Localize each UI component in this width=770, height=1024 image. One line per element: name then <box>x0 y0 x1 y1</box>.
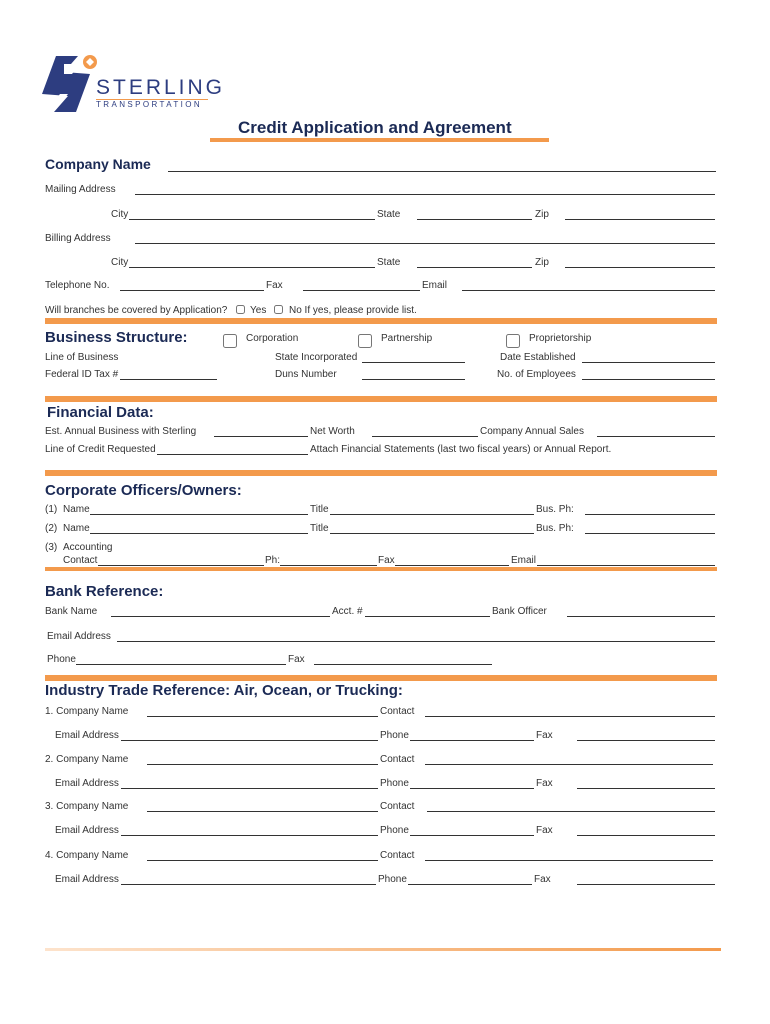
accounting-fax-field[interactable] <box>395 553 509 566</box>
branches-question: Will branches be covered by Application? <box>45 305 228 316</box>
officer-title-field-1[interactable] <box>330 502 534 515</box>
trade-email-label-2: Email Address <box>55 778 119 789</box>
trade-email-field-3[interactable] <box>121 823 378 836</box>
logo <box>34 52 226 116</box>
telephone-field[interactable] <box>120 278 264 291</box>
partnership-checkbox[interactable] <box>358 334 372 348</box>
zip-field-2[interactable] <box>565 255 715 268</box>
officer-busph-field-2[interactable] <box>585 521 715 534</box>
accounting-contact-label: Contact <box>63 555 98 566</box>
employees-label: No. of Employees <box>497 369 576 380</box>
officer-title-label-2: Title <box>310 523 329 534</box>
sterling-s-logo-icon <box>34 52 98 116</box>
bank-name-label: Bank Name <box>45 606 98 617</box>
trade-contact-field-2[interactable] <box>425 752 713 765</box>
state-field-1[interactable] <box>417 207 532 220</box>
trade-phone-label-2: Phone <box>380 778 409 789</box>
state-label-1: State <box>377 209 401 220</box>
accounting-fax-label: Fax <box>378 555 395 566</box>
trade-email-field-1[interactable] <box>121 728 378 741</box>
corporation-checkbox[interactable] <box>223 334 237 348</box>
officer-name-field-1[interactable] <box>90 502 308 515</box>
email-label-1: Email <box>422 280 448 291</box>
branches-no-label: No If yes, please provide list. <box>289 305 417 316</box>
date-established-label: Date Established <box>500 352 576 363</box>
logo-sub: TRANSPORTATION <box>96 100 203 109</box>
logo-name: STERLING <box>96 76 226 99</box>
date-established-field[interactable] <box>582 350 715 363</box>
state-label-2: State <box>377 257 401 268</box>
partnership-label: Partnership <box>381 333 433 344</box>
trade-contact-label-2: Contact <box>380 754 415 765</box>
state-incorporated-label: State Incorporated <box>275 352 358 363</box>
company-name-field[interactable] <box>168 158 716 172</box>
trade-contact-field-4[interactable] <box>425 848 713 861</box>
accounting-email-label: Email <box>511 555 537 566</box>
trade-email-label-1: Email Address <box>55 730 119 741</box>
city-field-2[interactable] <box>129 255 375 268</box>
accounting-ph-field[interactable] <box>280 553 377 566</box>
bank-fax-field[interactable] <box>314 652 492 665</box>
section-divider <box>45 396 717 402</box>
trade-company-label-2: 2. Company Name <box>45 754 129 765</box>
trade-phone-field-4[interactable] <box>408 872 532 885</box>
line-of-business-label: Line of Business <box>45 352 119 363</box>
trade-fax-field-3[interactable] <box>577 823 715 836</box>
section-divider <box>45 318 717 324</box>
bank-email-field[interactable] <box>117 629 715 642</box>
trade-fax-label-1: Fax <box>536 730 553 741</box>
footer-rule <box>45 948 721 951</box>
proprietorship-label: Proprietorship <box>529 333 592 344</box>
trade-fax-label-4: Fax <box>534 874 551 885</box>
officer-name-label-1: Name <box>63 504 90 515</box>
state-incorporated-field[interactable] <box>362 350 465 363</box>
city-label-1: City <box>111 209 129 220</box>
annual-business-label: Est. Annual Business with Sterling <box>45 426 197 437</box>
corporation-label: Corporation <box>246 333 299 344</box>
email-field-1[interactable] <box>462 278 715 291</box>
branches-yes-checkbox[interactable] <box>236 305 245 314</box>
bank-officer-label: Bank Officer <box>492 606 547 617</box>
fax-label-1: Fax <box>266 280 283 291</box>
officer-busph-label-1: Bus. Ph: <box>536 504 574 515</box>
section-divider <box>45 675 717 681</box>
financial-data-heading: Financial Data: <box>47 404 154 421</box>
trade-contact-label-1: Contact <box>380 706 415 717</box>
attach-statement: Attach Financial Statements (last two fiscal years) or Annual Report. <box>310 444 612 455</box>
company-sales-field[interactable] <box>597 424 715 437</box>
trade-fax-label-2: Fax <box>536 778 553 789</box>
accounting-label: Accounting <box>63 542 113 553</box>
trade-phone-field-3[interactable] <box>410 823 534 836</box>
trade-company-label-1: 1. Company Name <box>45 706 129 717</box>
accounting-ph-label: Ph: <box>265 555 281 566</box>
bank-phone-field[interactable] <box>76 652 286 665</box>
city-label-2: City <box>111 257 129 268</box>
section-divider <box>45 470 717 476</box>
billing-address-label: Billing Address <box>45 233 111 244</box>
trade-company-field-4[interactable] <box>147 848 378 861</box>
accounting-email-field[interactable] <box>537 553 715 566</box>
bank-officer-field[interactable] <box>567 604 715 617</box>
officer-number-3: (3) <box>45 542 58 553</box>
trade-phone-field-1[interactable] <box>410 728 534 741</box>
federal-id-label: Federal ID Tax # <box>45 369 119 380</box>
acct-field[interactable] <box>365 604 490 617</box>
officer-busph-label-2: Bus. Ph: <box>536 523 574 534</box>
bank-name-field[interactable] <box>111 604 330 617</box>
trade-reference-heading: Industry Trade Reference: Air, Ocean, or Trucking: <box>45 682 403 699</box>
zip-label-2: Zip <box>535 257 549 268</box>
trade-contact-label-4: Contact <box>380 850 415 861</box>
trade-phone-label-4: Phone <box>378 874 407 885</box>
fax-field-1[interactable] <box>303 278 420 291</box>
acct-label: Acct. # <box>332 606 363 617</box>
zip-field-1[interactable] <box>565 207 715 220</box>
officer-number-2: (2) <box>45 523 58 534</box>
trade-contact-label-3: Contact <box>380 801 415 812</box>
company-sales-label: Company Annual Sales <box>480 426 584 437</box>
trade-email-label-4: Email Address <box>55 874 119 885</box>
city-field-1[interactable] <box>129 207 375 220</box>
net-worth-label: Net Worth <box>310 426 355 437</box>
trade-fax-field-4[interactable] <box>577 872 715 885</box>
employees-field[interactable] <box>582 367 715 380</box>
officer-title-field-2[interactable] <box>330 521 534 534</box>
trade-phone-field-2[interactable] <box>410 776 534 789</box>
bank-reference-heading: Bank Reference: <box>45 583 164 600</box>
trade-contact-field-1[interactable] <box>425 704 715 717</box>
net-worth-field[interactable] <box>372 424 478 437</box>
bank-fax-label: Fax <box>288 654 305 665</box>
trade-fax-label-3: Fax <box>536 825 553 836</box>
zip-label-1: Zip <box>535 209 549 220</box>
officer-title-label-1: Title <box>310 504 329 515</box>
credit-requested-field[interactable] <box>157 442 308 455</box>
duns-label: Duns Number <box>275 369 337 380</box>
business-structure-heading: Business Structure: <box>45 329 188 346</box>
trade-company-label-4: 4. Company Name <box>45 850 129 861</box>
state-field-2[interactable] <box>417 255 532 268</box>
trade-company-field-1[interactable] <box>147 704 378 717</box>
federal-id-field[interactable] <box>120 367 217 380</box>
duns-field[interactable] <box>362 367 465 380</box>
trade-phone-label-3: Phone <box>380 825 409 836</box>
trade-email-label-3: Email Address <box>55 825 119 836</box>
trade-company-label-3: 3. Company Name <box>45 801 129 812</box>
billing-address-field[interactable] <box>135 231 715 244</box>
section-divider <box>45 567 717 571</box>
officer-busph-field-1[interactable] <box>585 502 715 515</box>
trade-company-field-3[interactable] <box>147 799 378 812</box>
branches-no-checkbox[interactable] <box>274 305 283 314</box>
officer-number-1: (1) <box>45 504 58 515</box>
branches-yes-label: Yes <box>250 305 267 316</box>
officer-name-field-2[interactable] <box>90 521 308 534</box>
bank-phone-label: Phone <box>47 654 76 665</box>
trade-email-field-4[interactable] <box>121 872 376 885</box>
title-underline <box>210 138 549 142</box>
trade-contact-field-3[interactable] <box>427 799 715 812</box>
officer-name-label-2: Name <box>63 523 90 534</box>
credit-requested-label: Line of Credit Requested <box>45 444 156 455</box>
form-title: Credit Application and Agreement <box>238 118 512 137</box>
company-name-label: Company Name <box>45 156 151 172</box>
trade-fax-field-2[interactable] <box>577 776 715 789</box>
trade-fax-field-1[interactable] <box>577 728 715 741</box>
trade-phone-label-1: Phone <box>380 730 409 741</box>
mailing-address-label: Mailing Address <box>45 184 116 195</box>
bank-email-label: Email Address <box>47 631 111 642</box>
accounting-contact-field[interactable] <box>98 553 264 566</box>
officers-heading: Corporate Officers/Owners: <box>45 482 242 499</box>
telephone-label: Telephone No. <box>45 280 110 291</box>
proprietorship-checkbox[interactable] <box>506 334 520 348</box>
trade-company-field-2[interactable] <box>147 752 378 765</box>
mailing-address-field[interactable] <box>135 182 715 195</box>
annual-business-field[interactable] <box>214 424 308 437</box>
trade-email-field-2[interactable] <box>121 776 378 789</box>
